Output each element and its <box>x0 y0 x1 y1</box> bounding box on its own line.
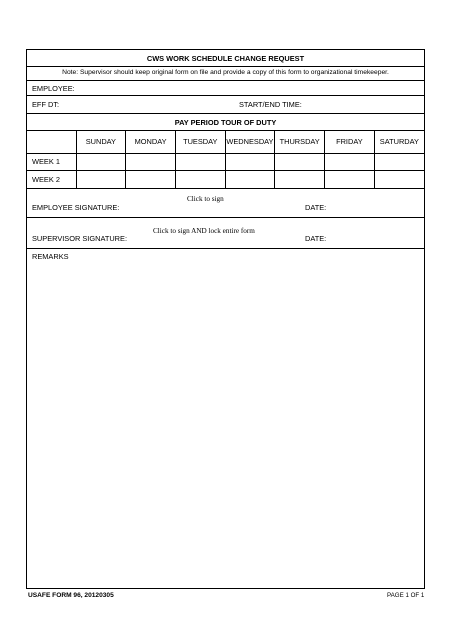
schedule-cell[interactable] <box>225 153 275 170</box>
supervisor-signature-row <box>27 218 424 249</box>
schedule-cell[interactable] <box>325 170 375 188</box>
employee-field[interactable] <box>77 82 417 94</box>
start-end-time-label: START/END TIME: <box>239 100 302 109</box>
remarks-label: REMARKS <box>32 252 69 261</box>
employee-date-label: DATE: <box>305 203 327 212</box>
day-header: MONDAY <box>126 131 176 153</box>
supervisor-date-label: DATE: <box>305 234 327 243</box>
eff-dt-row <box>27 96 424 114</box>
page-number: PAGE 1 OF 1 <box>387 592 425 599</box>
employee-label: EMPLOYEE: <box>32 84 75 93</box>
day-header: THURSDAY <box>275 131 325 153</box>
employee-signature-field[interactable]: Click to sign <box>187 195 224 203</box>
day-header: WEDNESDAY <box>225 131 275 153</box>
supervisor-signature-label: SUPERVISOR SIGNATURE: <box>32 234 128 243</box>
form-title: CWS WORK SCHEDULE CHANGE REQUEST <box>146 54 305 63</box>
note-row <box>27 67 424 81</box>
schedule-cell[interactable] <box>225 170 275 188</box>
week-row <box>27 153 424 170</box>
schedule-cell[interactable] <box>126 153 176 170</box>
schedule-cell[interactable] <box>175 153 225 170</box>
day-header: TUESDAY <box>175 131 225 153</box>
header-blank-cell <box>27 131 76 153</box>
tour-title-row <box>27 114 424 131</box>
form-id: USAFE FORM 96, 20120305 <box>28 592 114 599</box>
tour-title: PAY PERIOD TOUR OF DUTY <box>174 118 277 127</box>
remarks-field[interactable] <box>31 264 420 584</box>
week-label: WEEK 1 <box>27 153 76 170</box>
schedule-table-wrapper <box>27 131 424 187</box>
schedule-cell[interactable] <box>76 153 126 170</box>
employee-signature-label: EMPLOYEE SIGNATURE: <box>32 203 120 212</box>
day-header: SUNDAY <box>76 131 126 153</box>
schedule-table <box>27 131 424 189</box>
schedule-cell[interactable] <box>76 170 126 188</box>
schedule-cell[interactable] <box>175 170 225 188</box>
note-text: Note: Supervisor should keep original form on file and provide a copy of this form to organizational timekeeper. <box>62 69 389 76</box>
schedule-cell[interactable] <box>325 153 375 170</box>
schedule-header-row <box>27 131 424 153</box>
eff-dt-field[interactable] <box>67 99 227 111</box>
employee-signature-row <box>27 187 424 218</box>
title-row <box>27 50 424 67</box>
day-header: FRIDAY <box>325 131 375 153</box>
employee-row <box>27 81 424 96</box>
schedule-cell[interactable] <box>126 170 176 188</box>
schedule-cell[interactable] <box>275 153 325 170</box>
day-header: SATURDAY <box>374 131 424 153</box>
cws-form <box>26 49 425 589</box>
eff-dt-label: EFF DT: <box>32 100 60 109</box>
start-end-time-field[interactable] <box>305 99 420 111</box>
schedule-cell[interactable] <box>374 170 424 188</box>
schedule-cell[interactable] <box>275 170 325 188</box>
supervisor-signature-field[interactable]: Click to sign AND lock entire form <box>153 227 255 235</box>
week-label: WEEK 2 <box>27 170 76 188</box>
schedule-cell[interactable] <box>374 153 424 170</box>
week-row <box>27 170 424 188</box>
